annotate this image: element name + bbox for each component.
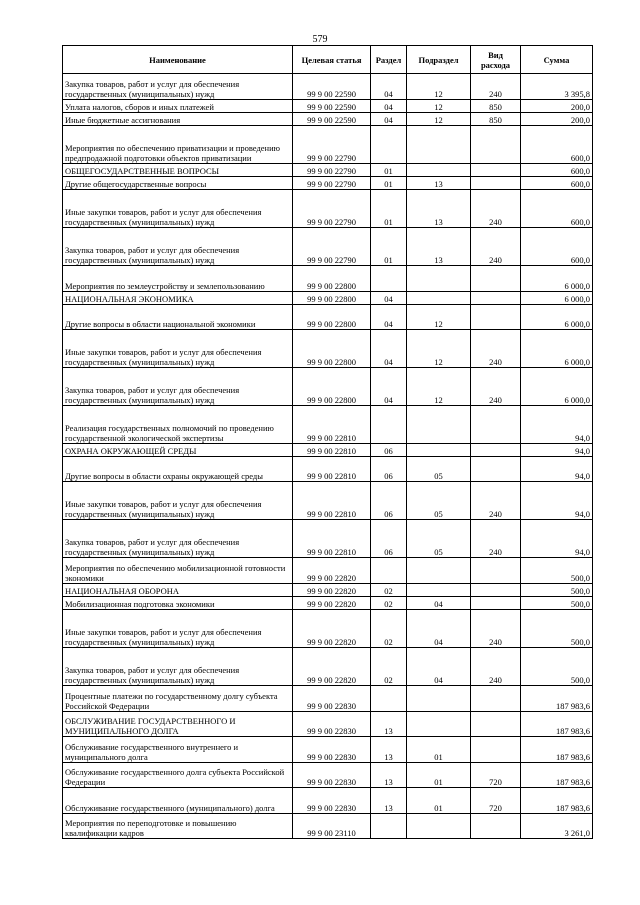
cell-subsection: 12 [407, 100, 471, 113]
budget-table [62, 45, 593, 839]
cell-kind [471, 164, 521, 177]
table-row [63, 814, 593, 839]
cell-subsection [407, 712, 471, 737]
cell-subsection: 05 [407, 457, 471, 482]
cell-code: 99 9 00 22830 [293, 712, 371, 737]
cell-name: Обслуживание государственного внутреннего и муниципального долга [63, 737, 293, 763]
cell-sum: 187 983,6 [521, 712, 593, 737]
table-row [63, 444, 593, 457]
cell-section: 04 [371, 330, 407, 368]
cell-name: Иные закупки товаров, работ и услуг для обеспечения государственных (муниципальных) нужд [63, 610, 293, 648]
table-row [63, 164, 593, 177]
cell-sum: 200,0 [521, 113, 593, 126]
table-row [63, 100, 593, 113]
cell-section [371, 266, 407, 292]
cell-kind: 240 [471, 330, 521, 368]
cell-name: Закупка товаров, работ и услуг для обеспечения государственных (муниципальных) нужд [63, 228, 293, 266]
table-row [63, 292, 593, 305]
header-code: Целевая статья [293, 46, 371, 74]
cell-code: 99 9 00 22790 [293, 164, 371, 177]
cell-kind: 240 [471, 520, 521, 558]
cell-name: Уплата налогов, сборов и иных платежей [63, 100, 293, 113]
cell-subsection [407, 584, 471, 597]
cell-code: 99 9 00 22810 [293, 406, 371, 444]
cell-sum: 500,0 [521, 610, 593, 648]
cell-code: 99 9 00 22590 [293, 74, 371, 100]
table-row [63, 330, 593, 368]
cell-kind [471, 457, 521, 482]
cell-name: Реализация государственных полномочий по проведению государственной экологической экспертизы [63, 406, 293, 444]
cell-name: Закупка товаров, работ и услуг для обеспечения государственных (муниципальных) нужд [63, 368, 293, 406]
cell-kind [471, 686, 521, 712]
cell-section: 04 [371, 305, 407, 330]
cell-kind [471, 712, 521, 737]
cell-name: Процентные платежи по государственному долгу субъекта Российской Федерации [63, 686, 293, 712]
cell-section: 13 [371, 737, 407, 763]
cell-section [371, 406, 407, 444]
cell-kind [471, 292, 521, 305]
cell-kind: 720 [471, 788, 521, 814]
cell-section: 02 [371, 597, 407, 610]
cell-subsection: 01 [407, 788, 471, 814]
cell-code: 99 9 00 22820 [293, 648, 371, 686]
cell-name: Другие вопросы в области охраны окружающей среды [63, 457, 293, 482]
cell-code: 99 9 00 22810 [293, 482, 371, 520]
cell-code: 99 9 00 22800 [293, 305, 371, 330]
cell-name: Закупка товаров, работ и услуг для обеспечения государственных (муниципальных) нужд [63, 648, 293, 686]
page-number: 579 [312, 34, 328, 45]
cell-name: Другие общегосударственные вопросы [63, 177, 293, 190]
table-row [63, 368, 593, 406]
cell-kind: 240 [471, 190, 521, 228]
cell-subsection [407, 292, 471, 305]
cell-sum: 600,0 [521, 177, 593, 190]
cell-subsection [407, 686, 471, 712]
cell-code: 99 9 00 22820 [293, 610, 371, 648]
table-row [63, 190, 593, 228]
cell-code: 99 9 00 22830 [293, 686, 371, 712]
cell-subsection [407, 814, 471, 839]
table-row [63, 763, 593, 788]
header-kind: Вид расхода [471, 46, 521, 74]
cell-sum: 94,0 [521, 482, 593, 520]
cell-section: 04 [371, 368, 407, 406]
table-row [63, 113, 593, 126]
cell-section: 04 [371, 100, 407, 113]
cell-section: 02 [371, 648, 407, 686]
cell-subsection: 04 [407, 610, 471, 648]
table-row [63, 228, 593, 266]
cell-subsection: 12 [407, 74, 471, 100]
cell-kind [471, 444, 521, 457]
cell-subsection: 01 [407, 737, 471, 763]
cell-subsection: 13 [407, 177, 471, 190]
cell-section [371, 814, 407, 839]
cell-name: Иные закупки товаров, работ и услуг для обеспечения государственных (муниципальных) нужд [63, 482, 293, 520]
cell-name: Мероприятия по обеспечению мобилизационной готовности экономики [63, 558, 293, 584]
cell-sum: 94,0 [521, 406, 593, 444]
cell-code: 99 9 00 22590 [293, 113, 371, 126]
cell-section: 06 [371, 444, 407, 457]
table-row [63, 126, 593, 164]
table-row [63, 648, 593, 686]
cell-sum: 6 000,0 [521, 266, 593, 292]
cell-kind: 240 [471, 368, 521, 406]
cell-code: 99 9 00 22800 [293, 266, 371, 292]
cell-section: 01 [371, 228, 407, 266]
cell-kind: 240 [471, 74, 521, 100]
table-row [63, 558, 593, 584]
cell-subsection: 12 [407, 368, 471, 406]
header-sum: Сумма [521, 46, 593, 74]
cell-subsection: 05 [407, 520, 471, 558]
cell-sum: 600,0 [521, 190, 593, 228]
cell-sum: 187 983,6 [521, 788, 593, 814]
cell-kind: 240 [471, 648, 521, 686]
cell-name: ОБЩЕГОСУДАРСТВЕННЫЕ ВОПРОСЫ [63, 164, 293, 177]
cell-section: 01 [371, 177, 407, 190]
cell-subsection: 01 [407, 763, 471, 788]
cell-name: Мероприятия по землеустройству и землепользованию [63, 266, 293, 292]
cell-kind [471, 814, 521, 839]
cell-sum: 3 395,8 [521, 74, 593, 100]
table-body [63, 74, 593, 839]
cell-name: НАЦИОНАЛЬНАЯ ЭКОНОМИКА [63, 292, 293, 305]
cell-subsection [407, 164, 471, 177]
cell-section: 01 [371, 190, 407, 228]
cell-name: ОХРАНА ОКРУЖАЮЩЕЙ СРЕДЫ [63, 444, 293, 457]
cell-sum: 6 000,0 [521, 305, 593, 330]
cell-subsection: 04 [407, 597, 471, 610]
cell-sum: 600,0 [521, 228, 593, 266]
cell-code: 99 9 00 22800 [293, 368, 371, 406]
cell-section: 06 [371, 482, 407, 520]
header-section: Раздел [371, 46, 407, 74]
cell-name: ОБСЛУЖИВАНИЕ ГОСУДАРСТВЕННОГО И МУНИЦИПАЛЬНОГО ДОЛГА [63, 712, 293, 737]
cell-section: 13 [371, 712, 407, 737]
cell-sum: 200,0 [521, 100, 593, 113]
cell-name: Закупка товаров, работ и услуг для обеспечения государственных (муниципальных) нужд [63, 520, 293, 558]
cell-section: 04 [371, 113, 407, 126]
cell-name: Иные закупки товаров, работ и услуг для обеспечения государственных (муниципальных) нужд [63, 330, 293, 368]
cell-section: 02 [371, 610, 407, 648]
cell-sum: 6 000,0 [521, 330, 593, 368]
cell-kind: 720 [471, 763, 521, 788]
cell-kind: 850 [471, 100, 521, 113]
cell-sum: 500,0 [521, 584, 593, 597]
cell-subsection: 04 [407, 648, 471, 686]
cell-name: НАЦИОНАЛЬНАЯ ОБОРОНА [63, 584, 293, 597]
cell-code: 99 9 00 22790 [293, 126, 371, 164]
cell-code: 99 9 00 22830 [293, 788, 371, 814]
header-subsection: Подраздел [407, 46, 471, 74]
table-row [63, 457, 593, 482]
cell-subsection [407, 266, 471, 292]
cell-subsection: 13 [407, 190, 471, 228]
cell-kind [471, 177, 521, 190]
cell-code: 99 9 00 22820 [293, 584, 371, 597]
table-row [63, 788, 593, 814]
table-row [63, 712, 593, 737]
cell-code: 99 9 00 22820 [293, 558, 371, 584]
cell-sum: 94,0 [521, 457, 593, 482]
cell-name: Мобилизационная подготовка экономики [63, 597, 293, 610]
cell-kind [471, 737, 521, 763]
cell-subsection: 13 [407, 228, 471, 266]
table-row [63, 177, 593, 190]
cell-sum: 6 000,0 [521, 368, 593, 406]
cell-section: 06 [371, 520, 407, 558]
cell-kind [471, 305, 521, 330]
cell-code: 99 9 00 22820 [293, 597, 371, 610]
cell-code: 99 9 00 23110 [293, 814, 371, 839]
cell-kind [471, 126, 521, 164]
cell-name: Иные закупки товаров, работ и услуг для обеспечения государственных (муниципальных) нужд [63, 190, 293, 228]
cell-sum: 3 261,0 [521, 814, 593, 839]
cell-code: 99 9 00 22800 [293, 330, 371, 368]
cell-section [371, 126, 407, 164]
table-row [63, 406, 593, 444]
cell-sum: 500,0 [521, 558, 593, 584]
cell-sum: 94,0 [521, 444, 593, 457]
cell-name: Другие вопросы в области национальной экономики [63, 305, 293, 330]
cell-code: 99 9 00 22790 [293, 177, 371, 190]
cell-sum: 6 000,0 [521, 292, 593, 305]
cell-code: 99 9 00 22830 [293, 737, 371, 763]
cell-sum: 500,0 [521, 597, 593, 610]
cell-sum: 187 983,6 [521, 686, 593, 712]
table-row [63, 584, 593, 597]
cell-kind [471, 406, 521, 444]
cell-name: Закупка товаров, работ и услуг для обеспечения государственных (муниципальных) нужд [63, 74, 293, 100]
cell-code: 99 9 00 22810 [293, 520, 371, 558]
cell-kind [471, 558, 521, 584]
cell-kind: 850 [471, 113, 521, 126]
table-row [63, 305, 593, 330]
cell-name: Обслуживание государственного долга субъекта Российской Федерации [63, 763, 293, 788]
cell-subsection [407, 558, 471, 584]
header-name: Наименование [63, 46, 293, 74]
table-row [63, 597, 593, 610]
cell-code: 99 9 00 22590 [293, 100, 371, 113]
cell-subsection [407, 406, 471, 444]
cell-sum: 600,0 [521, 126, 593, 164]
cell-kind [471, 584, 521, 597]
cell-code: 99 9 00 22790 [293, 190, 371, 228]
cell-subsection: 05 [407, 482, 471, 520]
cell-section [371, 558, 407, 584]
cell-sum: 187 983,6 [521, 737, 593, 763]
cell-subsection [407, 126, 471, 164]
cell-sum: 500,0 [521, 648, 593, 686]
cell-sum: 94,0 [521, 520, 593, 558]
cell-kind: 240 [471, 482, 521, 520]
cell-code: 99 9 00 22810 [293, 457, 371, 482]
table-row [63, 686, 593, 712]
cell-name: Обслуживание государственного (муниципального) долга [63, 788, 293, 814]
cell-kind: 240 [471, 610, 521, 648]
table-row [63, 482, 593, 520]
cell-code: 99 9 00 22790 [293, 228, 371, 266]
cell-subsection: 12 [407, 330, 471, 368]
table-row [63, 74, 593, 100]
cell-section: 02 [371, 584, 407, 597]
table-row [63, 610, 593, 648]
cell-sum: 600,0 [521, 164, 593, 177]
cell-kind: 240 [471, 228, 521, 266]
cell-section: 06 [371, 457, 407, 482]
cell-subsection [407, 444, 471, 457]
cell-section: 04 [371, 74, 407, 100]
cell-name: Мероприятия по переподготовке и повышению квалификации кадров [63, 814, 293, 839]
cell-subsection: 12 [407, 113, 471, 126]
cell-section: 04 [371, 292, 407, 305]
table-row [63, 737, 593, 763]
table-row [63, 520, 593, 558]
cell-kind [471, 266, 521, 292]
cell-subsection: 12 [407, 305, 471, 330]
cell-code: 99 9 00 22800 [293, 292, 371, 305]
cell-name: Иные бюджетные ассигнования [63, 113, 293, 126]
cell-sum: 187 983,6 [521, 763, 593, 788]
cell-name: Мероприятия по обеспечению приватизации и проведению предпродажной подготовки объектов приватизации [63, 126, 293, 164]
cell-section: 13 [371, 788, 407, 814]
cell-section: 13 [371, 763, 407, 788]
cell-section [371, 686, 407, 712]
cell-kind [471, 597, 521, 610]
cell-section: 01 [371, 164, 407, 177]
cell-code: 99 9 00 22810 [293, 444, 371, 457]
cell-code: 99 9 00 22830 [293, 763, 371, 788]
table-header-row [63, 46, 593, 74]
table-row [63, 266, 593, 292]
